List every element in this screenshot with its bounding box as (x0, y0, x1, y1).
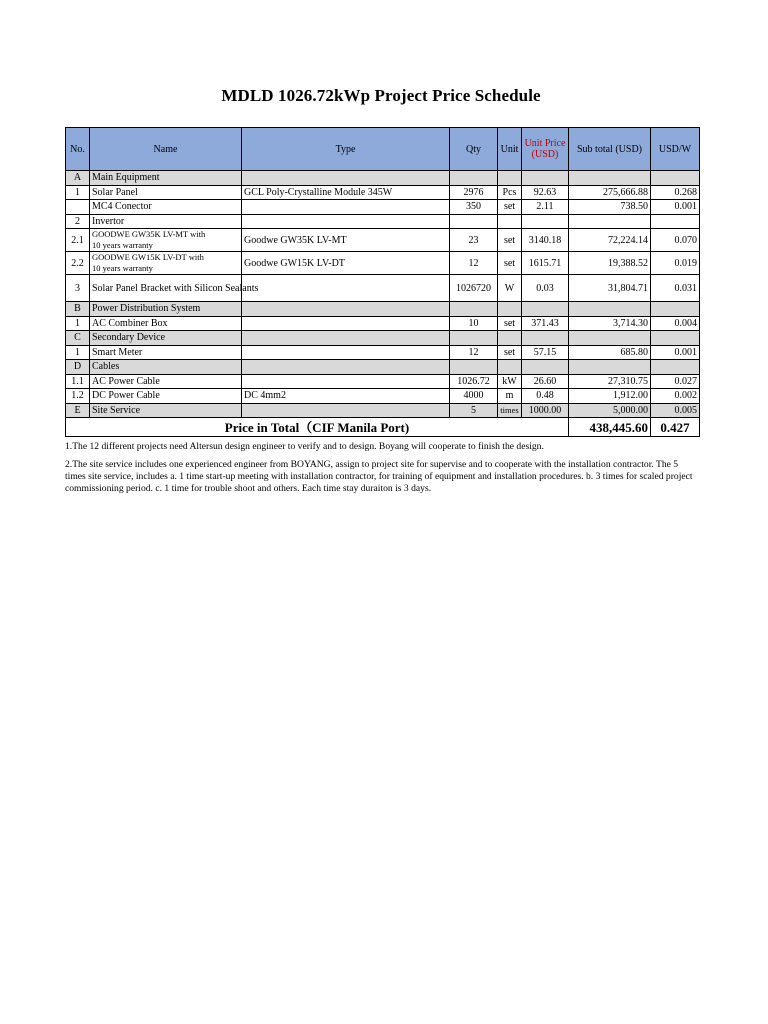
row-name (90, 252, 242, 275)
row-subtotal: 738.50 (569, 200, 651, 215)
header-usd-per-watt: USD/W (651, 128, 700, 171)
row-usd-per-watt: 0.001 (651, 200, 700, 215)
row-name: Solar Panel (90, 185, 242, 200)
row-type: DC 4mm2 (242, 389, 450, 404)
table-row (66, 389, 700, 404)
header-qty: Qty (450, 128, 498, 171)
section-row-main-equipment (66, 171, 700, 186)
header-type: Type (242, 128, 450, 171)
row-subtotal: 685.80 (569, 345, 651, 360)
section-row-cables (66, 360, 700, 375)
row-no: 2.1 (66, 229, 90, 252)
row-unit-price: 0.03 (522, 275, 569, 302)
row-usd-per-watt: 0.004 (651, 316, 700, 331)
row-subtotal: 31,804.71 (569, 275, 651, 302)
section-name: Power Distribution System (90, 302, 242, 317)
table-row (66, 345, 700, 360)
table-row (66, 374, 700, 389)
row-qty: 12 (450, 345, 498, 360)
row-no: 1.1 (66, 374, 90, 389)
table-row (66, 252, 700, 275)
section-name: Main Equipment (90, 171, 242, 186)
header-unit-price: Unit Price (USD) (522, 128, 569, 171)
note-1: 1.The 12 different projects need Altersun design engineer to verify and to design. Boyang will cooperate to finish the design. (65, 441, 544, 452)
row-no: 1 (66, 345, 90, 360)
row-type (242, 316, 450, 331)
row-usd-per-watt: 0.002 (651, 389, 700, 404)
row-name: Smart Meter (90, 345, 242, 360)
row-unit-price: 0.48 (522, 389, 569, 404)
notes-section (65, 441, 701, 501)
row-no (66, 200, 90, 215)
row-name-line1: GOODWE GW35K LV-MT with (92, 229, 206, 239)
row-subtotal: 5,000.00 (569, 403, 651, 418)
row-name (90, 229, 242, 252)
row-type: Goodwe GW35K LV-MT (242, 229, 450, 252)
row-type (242, 374, 450, 389)
row-subtotal: 72,224.14 (569, 229, 651, 252)
table-row (66, 185, 700, 200)
header-subtotal: Sub total (USD) (569, 128, 651, 171)
row-no: 1.2 (66, 389, 90, 404)
row-qty: 23 (450, 229, 498, 252)
row-qty: 10 (450, 316, 498, 331)
total-usd-per-watt: 0.427 (651, 418, 700, 437)
row-type: Goodwe GW15K LV-DT (242, 252, 450, 275)
row-qty: 1026.72 (450, 374, 498, 389)
row-name: Invertor (90, 214, 242, 229)
row-usd-per-watt: 0.268 (651, 185, 700, 200)
row-name-line2: 10 years warranty (92, 240, 153, 250)
row-usd-per-watt: 0.027 (651, 374, 700, 389)
row-unit-price: 92.63 (522, 185, 569, 200)
row-usd-per-watt: 0.001 (651, 345, 700, 360)
table-row (66, 316, 700, 331)
row-unit: set (498, 345, 522, 360)
row-subtotal: 19,388.52 (569, 252, 651, 275)
row-subtotal: 27,310.75 (569, 374, 651, 389)
row-subtotal: 1,912.00 (569, 389, 651, 404)
row-name: MC4 Conector (90, 200, 242, 215)
row-unit-price: 26.60 (522, 374, 569, 389)
row-no: 2 (66, 214, 90, 229)
row-unit: set (498, 316, 522, 331)
row-qty: 12 (450, 252, 498, 275)
row-no: C (66, 331, 90, 346)
row-qty: 2976 (450, 185, 498, 200)
row-type (242, 200, 450, 215)
section-name: Secondary Device (90, 331, 242, 346)
section-name: Cables (90, 360, 242, 375)
row-no: 1 (66, 316, 90, 331)
table-row (66, 275, 700, 302)
row-name-line1: GOODWE GW15K LV-DT with (92, 252, 204, 262)
total-subtotal: 438,445.60 (569, 418, 651, 437)
row-subtotal: 275,666.88 (569, 185, 651, 200)
table-row (66, 229, 700, 252)
row-type (242, 403, 450, 418)
row-no: 3 (66, 275, 90, 302)
section-row-power-distribution (66, 302, 700, 317)
row-unit-price: 57.15 (522, 345, 569, 360)
row-type (242, 345, 450, 360)
table-header-row (66, 128, 700, 171)
header-no: No. (66, 128, 90, 171)
note-2: 2.The site service includes one experienced engineer from BOYANG, assign to project site for supervise and to cooperate with the installation contractor. The 5 times site service, includes a. 1 time start-up meeting with installation contractor, for training of equipment and installation procedures. b. 3 times for scaled project commissioning period. c. 1 time for trouble shoot and others. Each time stay duraiton is 3 days. (65, 459, 693, 494)
row-usd-per-watt: 0.019 (651, 252, 700, 275)
row-unit: set (498, 229, 522, 252)
row-type: GCL Poly-Crystalline Module 345W (242, 185, 450, 200)
row-unit-price: 1615.71 (522, 252, 569, 275)
row-subtotal: 3,714.30 (569, 316, 651, 331)
total-row (66, 418, 700, 437)
total-label: Price in Total（CIF Manila Port) (66, 418, 569, 437)
row-usd-per-watt: 0.031 (651, 275, 700, 302)
row-type (242, 275, 450, 302)
section-row-secondary-device (66, 331, 700, 346)
row-no: B (66, 302, 90, 317)
row-unit: Pcs (498, 185, 522, 200)
row-no: 2.2 (66, 252, 90, 275)
row-qty: 5 (450, 403, 498, 418)
row-unit: set (498, 252, 522, 275)
row-unit: m (498, 389, 522, 404)
row-name: Site Service (90, 403, 242, 418)
row-unit-price: 2.11 (522, 200, 569, 215)
row-qty: 1026720 (450, 275, 498, 302)
row-usd-per-watt: 0.070 (651, 229, 700, 252)
row-no: D (66, 360, 90, 375)
row-unit: times (498, 403, 522, 418)
row-unit-price: 3140.18 (522, 229, 569, 252)
table-row (66, 200, 700, 215)
row-no: 1 (66, 185, 90, 200)
page-title: MDLD 1026.72kWp Project Price Schedule (221, 86, 541, 105)
row-qty: 4000 (450, 389, 498, 404)
row-unit-price: 371.43 (522, 316, 569, 331)
row-unit: set (498, 200, 522, 215)
section-row-site-service (66, 403, 700, 418)
row-no: A (66, 171, 90, 186)
table-row (66, 214, 700, 229)
row-name-line2: 10 years warranty (92, 263, 153, 273)
row-name: AC Combiner Box (90, 316, 242, 331)
row-name: DC Power Cable (90, 389, 242, 404)
row-no: E (66, 403, 90, 418)
row-name: Solar Panel Bracket with Silicon Sealants (90, 275, 242, 302)
row-name: AC Power Cable (90, 374, 242, 389)
header-unit: Unit (498, 128, 522, 171)
row-qty: 350 (450, 200, 498, 215)
price-schedule-table (65, 127, 700, 437)
row-unit-price: 1000.00 (522, 403, 569, 418)
row-unit: kW (498, 374, 522, 389)
row-usd-per-watt: 0.005 (651, 403, 700, 418)
header-name: Name (90, 128, 242, 171)
row-unit: W (498, 275, 522, 302)
